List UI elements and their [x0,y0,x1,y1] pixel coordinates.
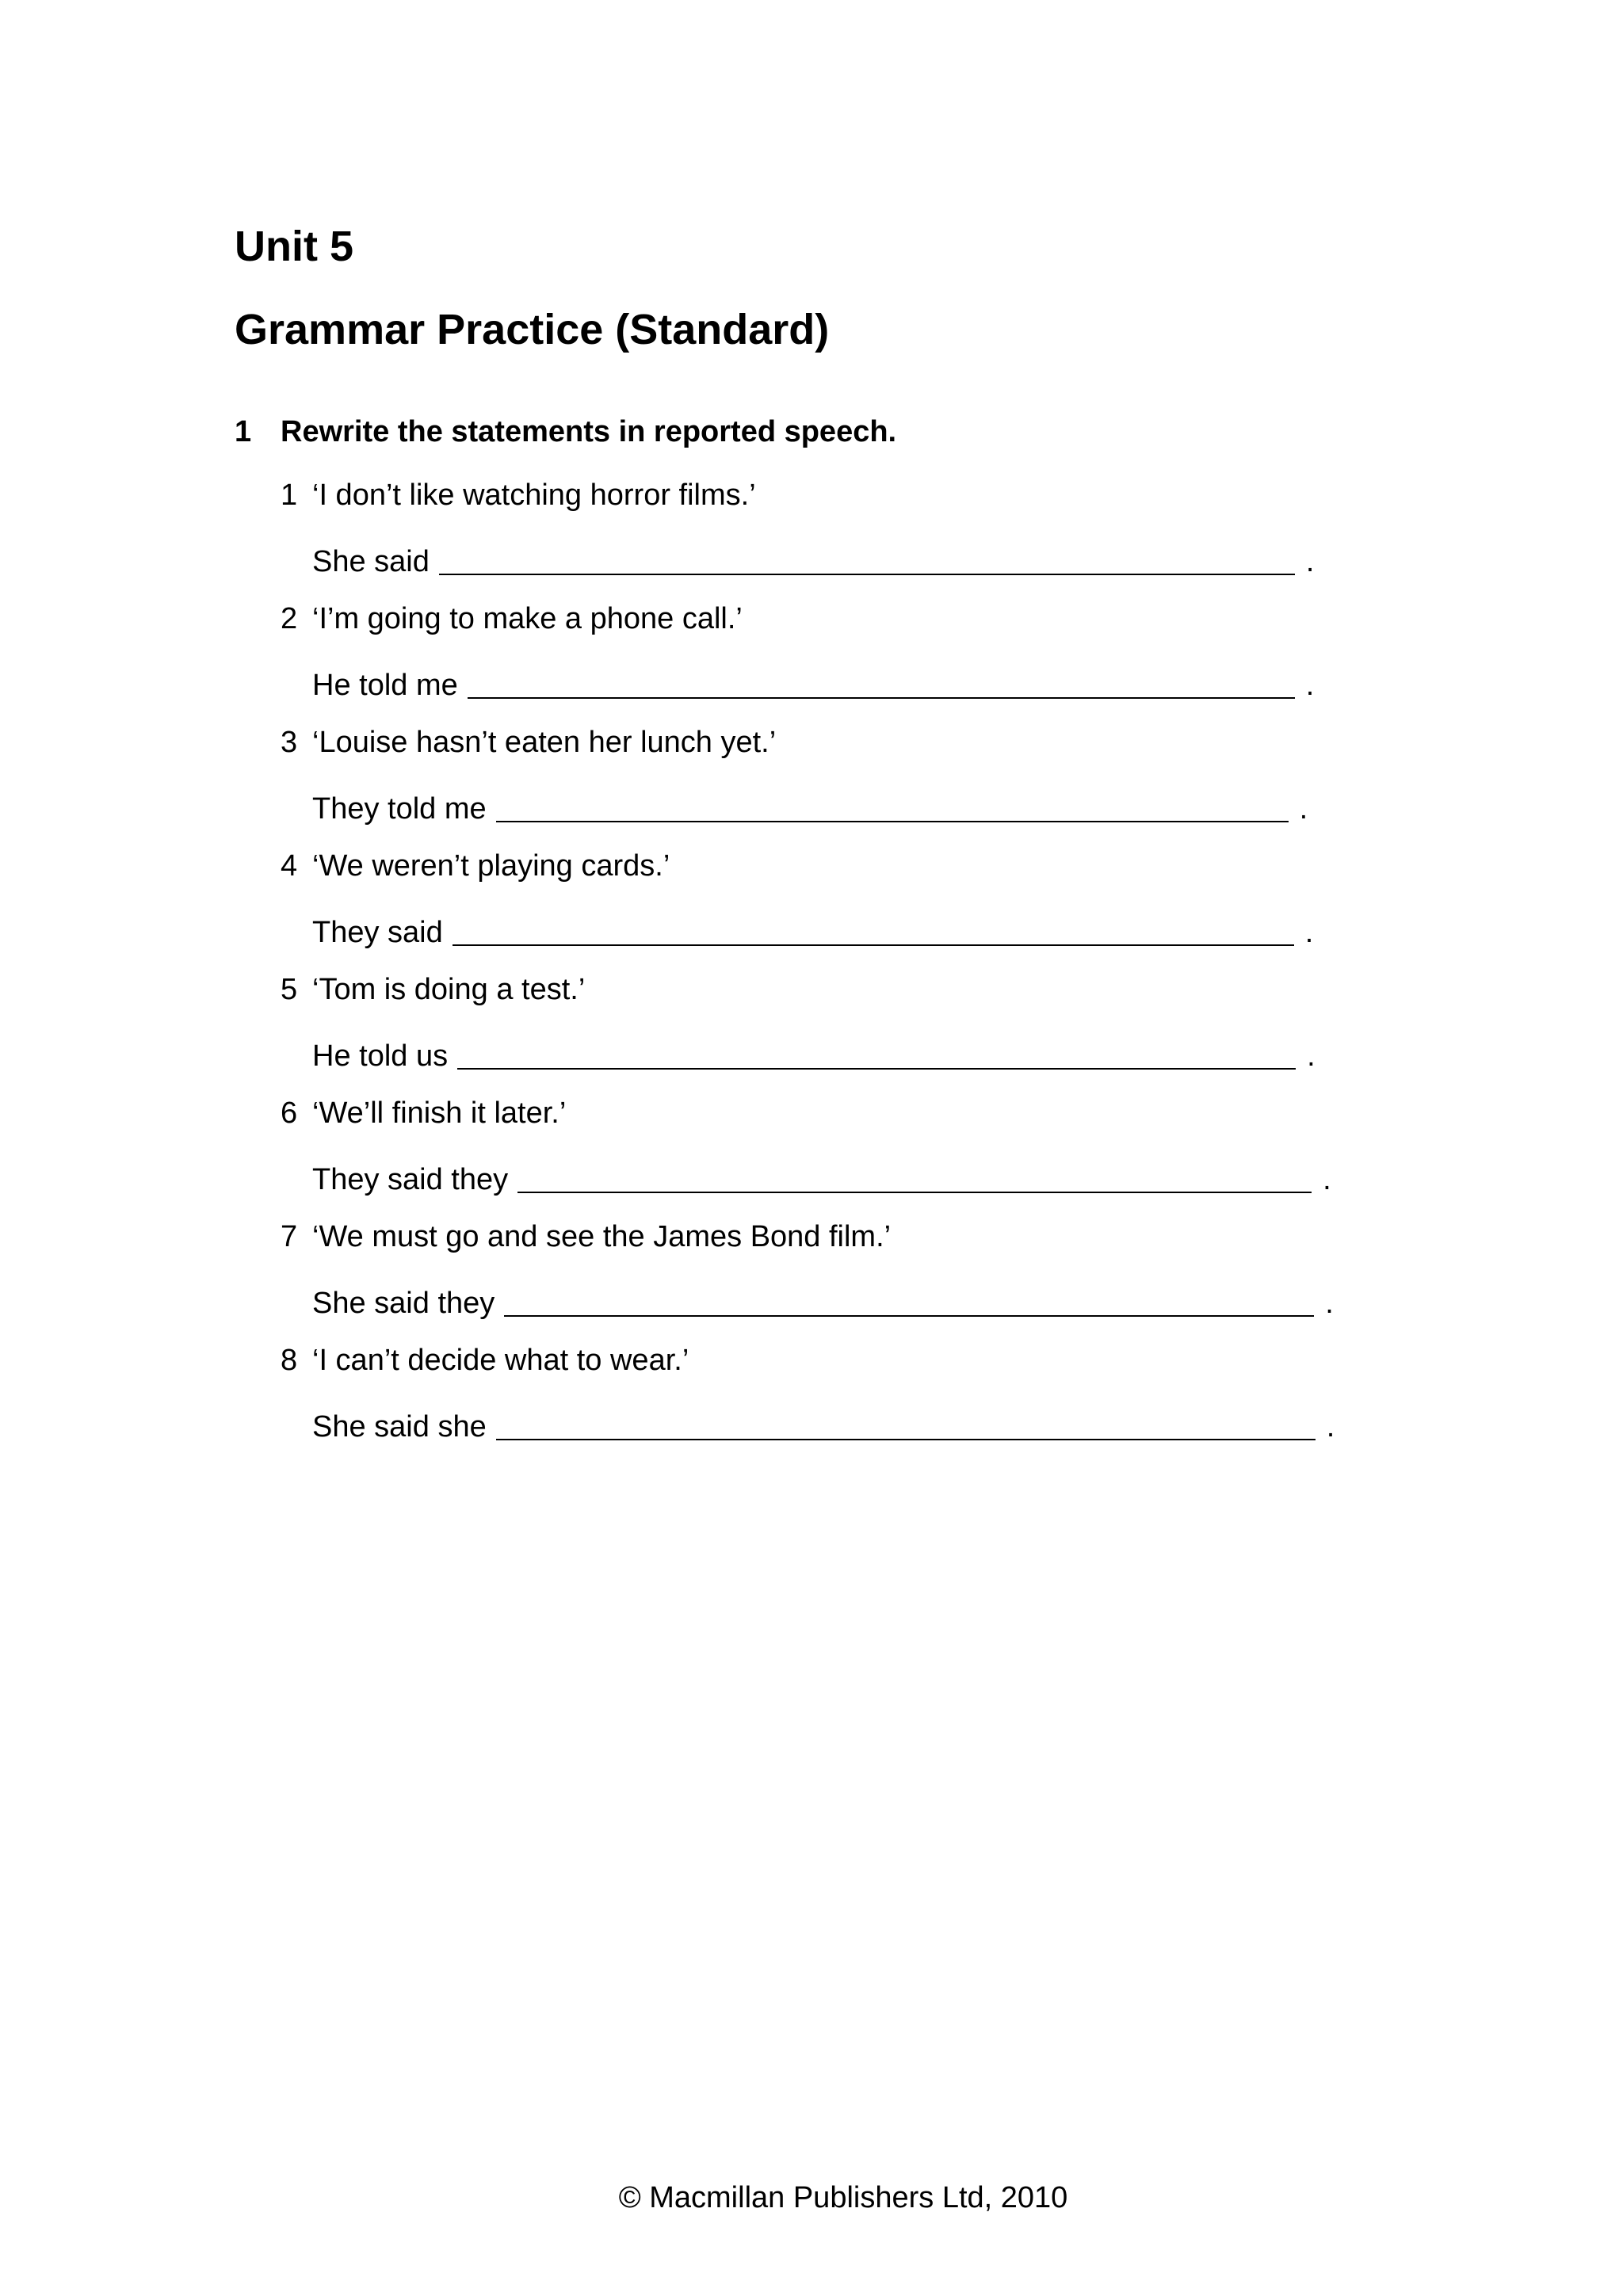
answer-period: . [1304,916,1314,949]
answer-blank[interactable] [468,670,1295,699]
item-quote: ‘I can’t decide what to wear.’ [312,1344,689,1377]
item-quote: ‘Louise hasn’t eaten her lunch yet.’ [312,726,777,759]
item-number: 6 [281,1097,298,1130]
answer-lead: She said they [312,1287,495,1320]
answer-row [312,913,1313,948]
item-prompt [281,604,743,634]
item-quote: ‘I don’t like watching horror films.’ [312,479,756,512]
answer-period: . [1326,1410,1335,1444]
item-quote: ‘I’m going to make a phone call.’ [312,602,743,635]
item-number: 2 [281,602,298,635]
answer-blank[interactable] [496,794,1289,822]
unit-title: Unit 5 [235,223,354,270]
exercise-item [281,604,1390,730]
exercise-instruction: Rewrite the statements in reported speech. [281,415,897,448]
item-number: 8 [281,1344,298,1377]
exercise-item [281,1222,1390,1348]
item-prompt [281,480,756,510]
answer-lead: She said [312,545,430,578]
answer-row [312,1407,1335,1442]
exercise-item [281,727,1390,854]
answer-blank[interactable] [504,1288,1314,1317]
item-number: 4 [281,849,298,883]
item-number: 7 [281,1220,298,1253]
item-prompt [281,727,776,757]
exercise-item [281,480,1390,607]
answer-blank[interactable] [453,917,1294,946]
item-prompt [281,1222,891,1252]
answer-lead: They said [312,916,443,949]
item-quote: ‘Tom is doing a test.’ [312,973,586,1006]
item-quote: ‘We weren’t playing cards.’ [312,849,670,883]
item-prompt [281,1098,566,1128]
answer-blank[interactable] [439,547,1295,575]
answer-period: . [1325,1287,1334,1320]
answer-row [312,1160,1331,1195]
answer-lead: He told us [312,1039,449,1073]
item-number: 5 [281,973,298,1006]
answer-lead: They told me [312,792,487,826]
answer-period: . [1307,1039,1316,1073]
answer-lead: They said they [312,1163,509,1196]
answer-row [312,666,1314,700]
answer-row [312,1036,1316,1071]
answer-row [312,789,1308,824]
footer [0,2183,1623,2213]
exercise-item [281,1098,1390,1225]
answer-row [312,542,1314,577]
item-prompt [281,1345,689,1375]
item-prompt [281,974,585,1005]
item-quote: ‘We’ll finish it later.’ [312,1097,567,1130]
answer-period: . [1299,792,1308,826]
page-title: Grammar Practice (Standard) [235,306,830,353]
answer-row [312,1283,1334,1318]
answer-period: . [1305,545,1315,578]
answer-blank[interactable] [496,1412,1316,1440]
copyright-notice: © Macmillan Publishers Ltd, 2010 [618,2181,1068,2214]
answer-period: . [1305,669,1315,702]
answer-blank[interactable] [457,1041,1296,1070]
item-prompt [281,851,670,881]
item-number: 3 [281,726,298,759]
exercise-item [281,1345,1390,1472]
item-number: 1 [281,479,298,512]
answer-lead: He told me [312,669,458,702]
answer-lead: She said she [312,1410,487,1444]
item-quote: ‘We must go and see the James Bond film.’ [312,1220,892,1253]
answer-period: . [1323,1163,1331,1196]
exercise-item [281,974,1390,1101]
exercise-number: 1 [235,415,252,448]
exercise-item [281,851,1390,978]
answer-blank[interactable] [517,1165,1312,1193]
